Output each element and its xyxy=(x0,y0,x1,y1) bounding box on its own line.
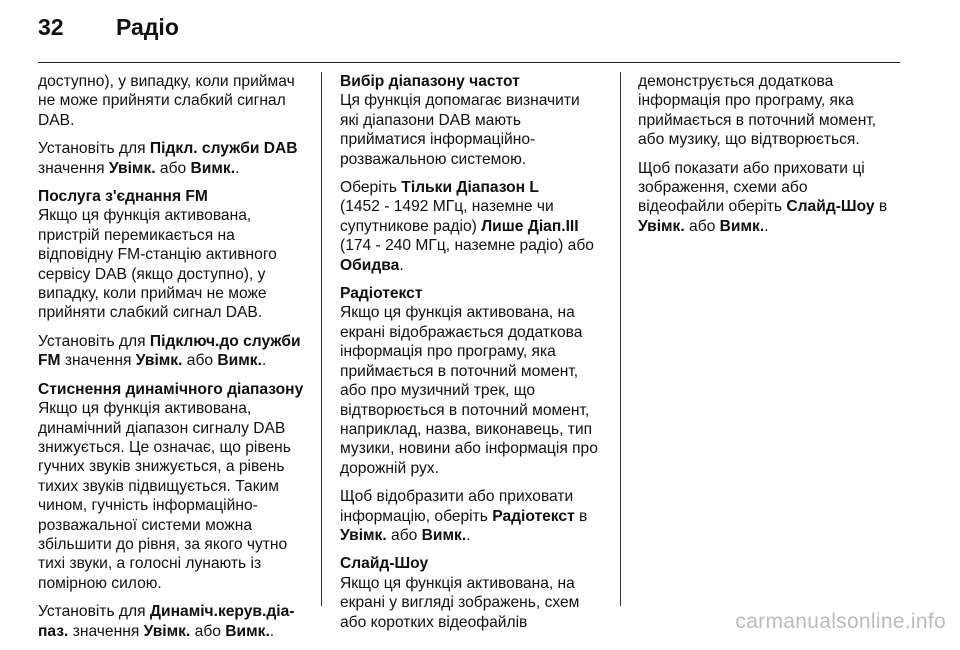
text-run: . xyxy=(261,352,267,370)
setting-name: Радіотекст xyxy=(492,507,575,525)
paragraph xyxy=(638,159,908,237)
text-run: доступно), у випадку, коли приймач xyxy=(38,73,295,90)
text-run: розважальної системи можна xyxy=(38,516,253,534)
paragraph xyxy=(38,380,306,593)
text-run: демонструється додаткова xyxy=(638,73,834,90)
section-heading: Вибір діапазону частот xyxy=(340,73,520,90)
text-run: тихих звуків підвищується. Таким xyxy=(38,477,279,495)
paragraph xyxy=(38,602,306,641)
text-run: сервісу DAB (якщо доступно), у xyxy=(38,265,266,283)
setting-name: Увімк. xyxy=(143,622,191,640)
text-run: (174 - 240 МГц, наземне радіо) або xyxy=(340,237,594,255)
text-run: не може прийняти слабкий сигнал xyxy=(38,92,286,110)
text-column-3 xyxy=(638,72,908,245)
text-line xyxy=(340,217,608,236)
text-run: або xyxy=(182,352,218,370)
setting-name: Вимк. xyxy=(421,526,467,544)
paragraph xyxy=(340,72,608,169)
text-run: динамічний діапазон сигналу DAB xyxy=(38,419,286,437)
text-line xyxy=(638,197,908,216)
text-line xyxy=(38,622,306,641)
text-run: або xyxy=(684,217,720,235)
text-line xyxy=(38,245,306,264)
text-line xyxy=(38,554,306,573)
text-run: інформація про програму, яка xyxy=(638,92,854,110)
text-line xyxy=(340,130,608,149)
text-run: відеофайли оберіть xyxy=(638,198,787,216)
text-line xyxy=(638,72,908,91)
text-line xyxy=(38,477,306,496)
text-line xyxy=(340,303,608,322)
text-run: або xyxy=(190,622,226,640)
watermark: carmanualsonline.info xyxy=(735,610,946,633)
text-line xyxy=(340,197,608,216)
paragraph xyxy=(638,72,908,150)
text-run: прийматися інформаційно- xyxy=(340,131,536,149)
text-run: значення xyxy=(60,352,136,370)
text-run: інформація про програму, яка xyxy=(340,343,556,361)
text-line xyxy=(638,130,908,149)
text-line xyxy=(340,362,608,381)
text-line xyxy=(38,438,306,457)
text-run: які діапазони DAB мають xyxy=(340,111,521,129)
header-rule xyxy=(38,62,900,63)
text-column-2 xyxy=(340,72,608,641)
text-line xyxy=(638,111,908,130)
text-run: Оберіть xyxy=(340,179,402,197)
text-run: прийняти слабкий сигнал DAB. xyxy=(38,304,263,322)
text-line xyxy=(38,496,306,515)
text-run: . xyxy=(235,159,240,177)
text-line xyxy=(340,593,608,612)
text-run: або коротких відеофайлів xyxy=(340,613,528,631)
text-run: відповідну FM-станцію активного xyxy=(38,246,277,264)
text-line xyxy=(38,457,306,476)
text-run: дорожній рух. xyxy=(340,459,439,477)
text-run: приймається в поточний момент, xyxy=(638,111,877,129)
text-line xyxy=(38,139,306,158)
text-line xyxy=(38,574,306,593)
text-line xyxy=(638,217,908,236)
setting-name: Лише Діап.III xyxy=(481,217,579,235)
text-run: або музику, що відтворюється. xyxy=(638,131,860,149)
text-run: . xyxy=(399,256,404,274)
text-line xyxy=(38,72,306,91)
column-divider-1 xyxy=(321,72,322,606)
text-run: Установіть для xyxy=(38,140,150,158)
text-run: Щоб відобразити або приховати xyxy=(340,488,574,506)
paragraph xyxy=(340,178,608,275)
text-line xyxy=(38,332,306,351)
text-run: Ця функція допомагає визначити xyxy=(340,92,580,110)
text-run: . xyxy=(466,526,471,544)
setting-name: Підкл. служби DAB xyxy=(149,140,298,158)
setting-name: FM xyxy=(38,352,61,370)
text-run: інформацію, оберіть xyxy=(340,507,493,525)
text-line xyxy=(38,159,306,178)
text-line xyxy=(638,91,908,110)
text-run: значення xyxy=(38,159,109,177)
text-run: тихі звуки, а голосні лунають із xyxy=(38,555,262,573)
text-line xyxy=(340,613,608,632)
setting-name: Увімк. xyxy=(108,159,156,177)
text-line xyxy=(38,535,306,554)
text-line xyxy=(340,459,608,478)
text-line xyxy=(38,399,306,418)
text-line xyxy=(340,236,608,255)
paragraph xyxy=(38,332,306,371)
text-line xyxy=(340,574,608,593)
text-line xyxy=(340,487,608,506)
setting-name: Обидва xyxy=(340,256,400,274)
text-line xyxy=(38,284,306,303)
text-line xyxy=(38,226,306,245)
text-line xyxy=(38,91,306,110)
setting-name: Увімк. xyxy=(340,526,387,544)
text-run: музики, новини або інформація про xyxy=(340,440,598,458)
section-heading: Послуга з'єднання FM xyxy=(38,188,208,206)
text-run: пристрій перемикається на xyxy=(38,226,235,244)
text-run: відтворюється в поточний момент, xyxy=(340,401,590,419)
text-line xyxy=(38,351,306,370)
setting-name: Підключ.до служби xyxy=(149,332,301,350)
section-heading: Слайд-Шоу xyxy=(340,555,429,573)
text-run: випадку, коли приймач не може xyxy=(38,285,267,303)
setting-name: Вимк. xyxy=(190,159,236,177)
text-line xyxy=(340,342,608,361)
section-heading: Радіотекст xyxy=(340,285,423,303)
text-line xyxy=(340,91,608,110)
text-line xyxy=(38,265,306,284)
text-run: Установіть для xyxy=(38,332,150,350)
text-run: Якщо ця функція активована, xyxy=(38,400,252,418)
setting-name: Вимк. xyxy=(217,352,262,370)
text-line xyxy=(38,516,306,535)
text-run: зображення, схеми або xyxy=(638,179,808,197)
text-run: Щоб показати або приховати ці xyxy=(638,159,865,177)
text-run: гучних звуків знижується, а рівень xyxy=(38,458,285,476)
setting-name: Тільки Діапазон L xyxy=(401,179,539,197)
text-line xyxy=(340,526,608,545)
text-line xyxy=(340,178,608,197)
paragraph xyxy=(340,284,608,478)
setting-name: Увімк. xyxy=(638,217,685,235)
text-line xyxy=(38,303,306,322)
text-line xyxy=(38,602,306,621)
text-run: Якщо ця функція активована, на xyxy=(340,574,575,592)
text-line xyxy=(38,419,306,438)
paragraph xyxy=(340,487,608,545)
text-run: супутникове радіо) xyxy=(340,217,482,235)
text-run: або xyxy=(386,526,422,544)
text-line xyxy=(340,439,608,458)
text-line xyxy=(340,401,608,420)
text-line xyxy=(340,111,608,130)
text-run: в xyxy=(574,507,588,525)
text-line xyxy=(38,111,306,130)
text-line xyxy=(340,323,608,342)
text-line xyxy=(340,256,608,275)
section-heading: Стиснення динамічного діапазону xyxy=(38,380,304,398)
text-run: значення xyxy=(68,622,144,640)
text-run: Якщо ця функція активована, xyxy=(38,207,252,225)
text-run: в xyxy=(874,198,888,216)
text-run: екрані у вигляді зображень, схем xyxy=(340,594,580,612)
page-number: 32 xyxy=(38,14,64,40)
text-line xyxy=(340,420,608,439)
setting-name: Слайд-Шоу xyxy=(786,198,875,216)
text-run: . xyxy=(269,622,275,640)
setting-name: Увімк. xyxy=(135,352,183,370)
text-run: наприклад, назва, виконавець, тип xyxy=(340,420,593,438)
text-run: знижується. Це означає, що рівень xyxy=(38,438,291,456)
page-title: Радіо xyxy=(116,14,179,40)
text-run: . xyxy=(764,217,769,235)
text-run: приймається в поточний момент, xyxy=(340,362,579,380)
setting-name: Вимк. xyxy=(719,217,765,235)
setting-name: паз. xyxy=(38,622,69,640)
text-run: або про музичний трек, що xyxy=(340,382,536,400)
text-line xyxy=(340,150,608,169)
text-line xyxy=(340,507,608,526)
text-run: Якщо ця функція активована, на xyxy=(340,304,575,322)
text-run: (1452 - 1492 МГц, наземне чи xyxy=(340,198,554,216)
text-line xyxy=(638,178,908,197)
column-divider-2 xyxy=(620,72,621,606)
text-column-1 xyxy=(38,72,306,650)
text-run: Установіть для xyxy=(38,603,150,621)
paragraph xyxy=(38,139,306,178)
text-run: екрані відображається додаткова xyxy=(340,323,583,341)
text-line xyxy=(638,159,908,178)
text-run: помірною силою. xyxy=(38,574,162,592)
text-run: або xyxy=(155,159,191,177)
paragraph xyxy=(38,72,306,130)
paragraph xyxy=(38,187,306,323)
text-run: розважальною системою. xyxy=(340,150,527,168)
text-line xyxy=(38,206,306,225)
text-run: збільшити до рівня, за якого чутно xyxy=(38,535,288,553)
paragraph xyxy=(340,554,608,632)
text-line xyxy=(340,381,608,400)
text-run: чином, гучність інформаційно- xyxy=(38,497,258,515)
setting-name: Динаміч.керув.діа- xyxy=(149,603,295,621)
text-run: DAB. xyxy=(38,111,75,129)
setting-name: Вимк. xyxy=(225,622,270,640)
